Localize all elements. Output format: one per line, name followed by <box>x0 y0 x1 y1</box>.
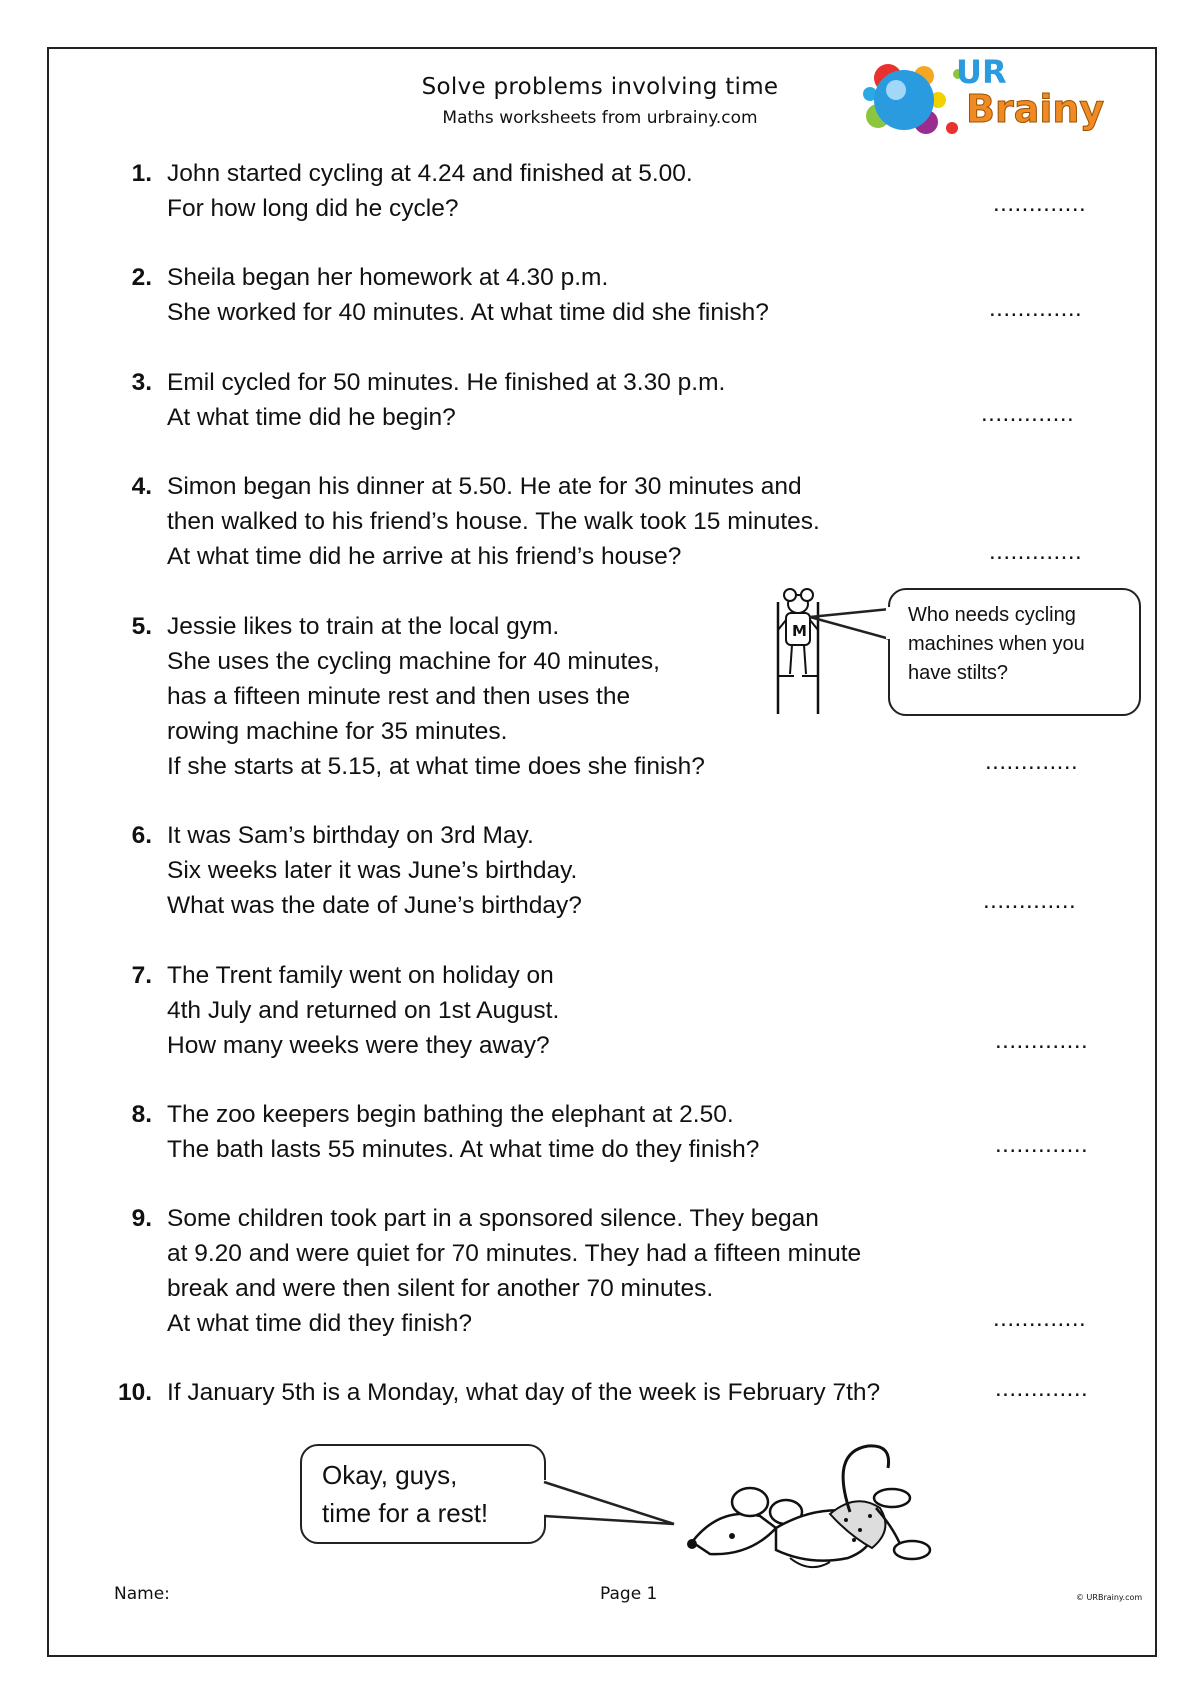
question-line: She uses the cycling machine for 40 minutes, <box>167 648 660 675</box>
urbrainy-logo: UR Brainy <box>858 56 1090 148</box>
question-number: 5. <box>131 613 152 640</box>
question-text <box>167 156 693 226</box>
question-text <box>167 365 725 435</box>
name-label: Name: <box>114 1584 170 1604</box>
question-number: 8. <box>131 1101 152 1128</box>
question-text <box>167 1097 759 1167</box>
question-number: 1. <box>131 160 152 187</box>
speech-line: Who needs cycling <box>908 604 1076 626</box>
answer-blank-9[interactable]: ............. <box>993 1305 1087 1332</box>
resting-mouse-illustration <box>680 1432 940 1582</box>
copyright-notice: © URBrainy.com <box>1076 1593 1143 1602</box>
speech-line: Okay, guys, <box>322 1460 458 1490</box>
question-line: John started cycling at 4.24 and finished at 5.00. <box>167 160 693 187</box>
speech-line: machines when you <box>908 633 1085 655</box>
question-number: 3. <box>131 369 152 396</box>
question-line: She worked for 40 minutes. At what time did she finish? <box>167 299 769 326</box>
question-line: Sheila began her homework at 4.30 p.m. <box>167 264 609 291</box>
question-line: At what time did they finish? <box>167 1310 473 1337</box>
rest-bubble-tail <box>540 1476 680 1526</box>
question-number: 2. <box>131 264 152 291</box>
question-text <box>167 260 769 330</box>
page-number: Page 1 <box>600 1584 658 1604</box>
question-number: 4. <box>131 473 152 500</box>
worksheet-title: Solve problems involving time <box>421 74 779 100</box>
question-line: If she starts at 5.15, at what time does she finish? <box>167 753 705 780</box>
speech-line: have stilts? <box>908 662 1009 684</box>
question-line: At what time did he begin? <box>167 404 456 431</box>
question-line: The Trent family went on holiday on <box>167 962 554 989</box>
question-number: 6. <box>131 822 152 849</box>
speech-line: time for a rest! <box>322 1498 489 1528</box>
question-line: Six weeks later it was June’s birthday. <box>167 857 578 884</box>
answer-blank-1[interactable]: ............. <box>993 190 1087 217</box>
question-text <box>167 1201 861 1341</box>
question-line: How many weeks were they away? <box>167 1032 550 1059</box>
answer-blank-3[interactable]: ............. <box>981 400 1075 427</box>
question-line: then walked to his friend’s house. The walk took 15 minutes. <box>167 508 820 535</box>
answer-blank-8[interactable]: ............. <box>995 1131 1089 1158</box>
question-line: rowing machine for 35 minutes. <box>167 718 508 745</box>
question-line: Emil cycled for 50 minutes. He finished at 3.30 p.m. <box>167 369 726 396</box>
answer-blank-5[interactable]: ............. <box>985 748 1079 775</box>
answer-blank-6[interactable]: ............. <box>983 887 1077 914</box>
question-line: For how long did he cycle? <box>167 195 459 222</box>
answer-blank-2[interactable]: ............. <box>989 295 1083 322</box>
question-line: has a fifteen minute rest and then uses the <box>167 683 631 710</box>
question-line: at 9.20 and were quiet for 70 minutes. They had a fifteen minute <box>167 1240 862 1267</box>
question-text <box>167 609 705 784</box>
question-line: Some children took part in a sponsored silence. They began <box>167 1205 819 1232</box>
question-text <box>167 958 559 1063</box>
question-text <box>167 818 582 923</box>
answer-blank-10[interactable]: ............. <box>995 1375 1089 1402</box>
answer-blank-4[interactable]: ............. <box>989 538 1083 565</box>
question-line: At what time did he arrive at his friend’s house? <box>167 543 682 570</box>
answer-blank-7[interactable]: ............. <box>995 1027 1089 1054</box>
question-line: Jessie likes to train at the local gym. <box>167 613 560 640</box>
question-number: 9. <box>131 1205 152 1232</box>
question-text <box>167 469 820 574</box>
worksheet-subtitle: Maths worksheets from urbrainy.com <box>442 108 758 128</box>
question-text <box>167 1375 880 1410</box>
question-line: break and were then silent for another 70 minutes. <box>167 1275 714 1302</box>
question-line: Simon began his dinner at 5.50. He ate for 30 minutes and <box>167 473 802 500</box>
stilts-bubble-gap <box>886 607 892 639</box>
stilts-speech-text <box>908 601 1085 688</box>
question-line: It was Sam’s birthday on 3rd May. <box>167 822 534 849</box>
mouse-shirt-letter: M <box>792 622 807 640</box>
question-line: If January 5th is a Monday, what day of the week is February 7th? <box>167 1379 881 1406</box>
question-number: 10. <box>117 1379 152 1406</box>
question-line: What was the date of June’s birthday? <box>167 892 582 919</box>
rest-speech-text <box>322 1456 488 1532</box>
question-number: 7. <box>131 962 152 989</box>
question-line: The bath lasts 55 minutes. At what time do they finish? <box>167 1136 760 1163</box>
question-line: The zoo keepers begin bathing the elephant at 2.50. <box>167 1101 734 1128</box>
question-line: 4th July and returned on 1st August. <box>167 997 560 1024</box>
